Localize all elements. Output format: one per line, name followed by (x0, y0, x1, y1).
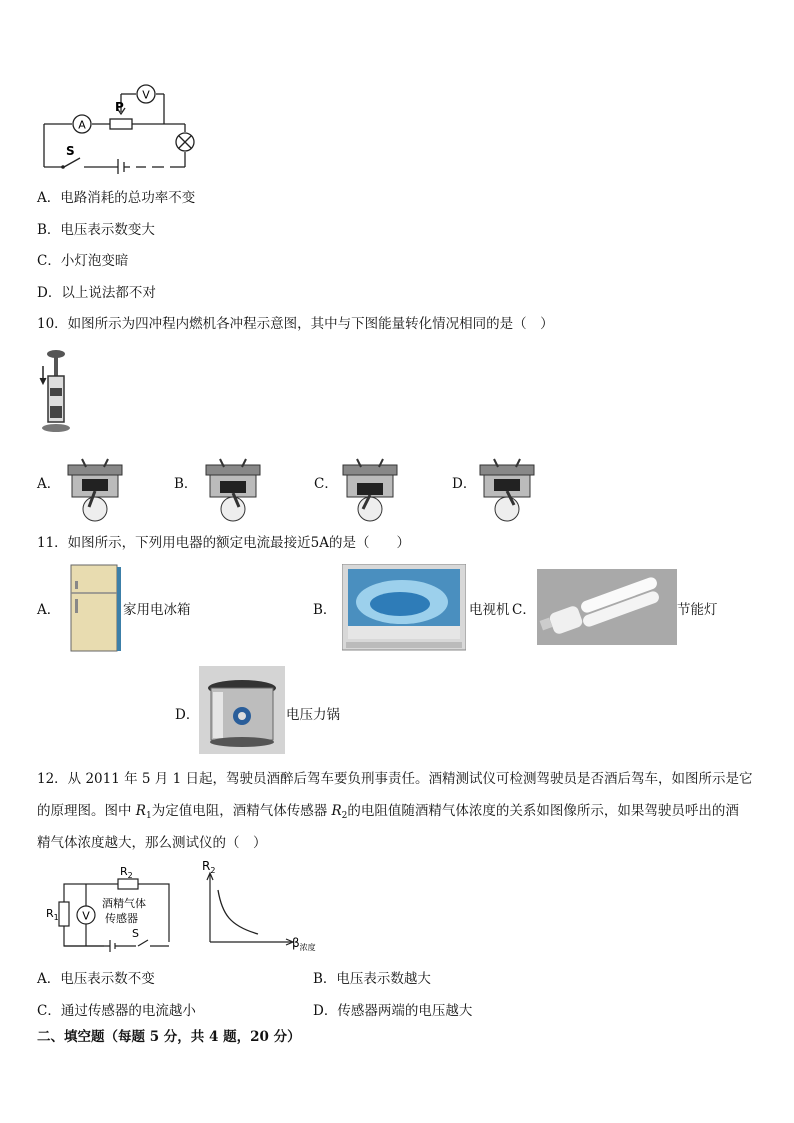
cfl-bulb-icon (537, 569, 677, 645)
q12-option-d: D．传感器两端的电压越大 (313, 1003, 473, 1019)
tv-icon (342, 564, 466, 654)
q12-voltmeter-label: V (82, 909, 90, 923)
q12-stem-line2-b: 为定值电阻，酒精气体传感器 (151, 803, 332, 819)
engine-d-icon (474, 457, 540, 523)
q9-option-b: B．电压表示数变大 (37, 222, 155, 238)
q12-stem-line2-a: 的原理图。图中 (37, 803, 136, 819)
q12-r2-label: $R_2$ (120, 865, 133, 880)
q10-option-c-label: C． (314, 476, 338, 492)
q9-circuit-diagram (40, 84, 210, 174)
fridge-image (67, 563, 121, 653)
sensor-label-line2: 传感器 (105, 912, 138, 925)
q12-stem-line2 (37, 799, 739, 821)
engine-stroke-b (200, 457, 266, 523)
sensor-label-line1: 酒精气体 (102, 897, 146, 910)
q9-option-d: D．以上说法都不对 (37, 285, 156, 301)
q11-option-d-label: D． (175, 707, 200, 723)
q12-r2-symbol: R (331, 803, 342, 819)
air-pump-icon (38, 348, 72, 434)
q12-stem-line2-c: 的电阻值随酒精气体浓度的关系如图像所示，如果驾驶员呼出的酒 (347, 803, 739, 819)
q11-option-d-name: 电压力锅 (286, 707, 340, 723)
engine-c-icon (337, 457, 403, 523)
engine-b-icon (200, 457, 266, 523)
q12-r2-subscript: 2 (341, 811, 348, 821)
q11-option-b-label: B． (313, 602, 337, 618)
q11-option-c-name: 节能灯 (677, 602, 718, 618)
graph-ylabel: $R_2$ (202, 859, 216, 875)
q12-circuit-svg (44, 860, 176, 952)
q12-stem-line3: 精气体浓度越大，那么测试仪的（ ） (37, 835, 267, 851)
q12-stem-line1: 12．从 2011 年 5 月 1 日起，驾驶员酒醉后驾车要负刑事责任。酒精测试仪可检测驾驶员是否酒后驾车，如图所示是它 (37, 771, 753, 787)
slider-label: P (115, 100, 124, 114)
graph-xlabel: $\beta_{浓度}$ (292, 936, 316, 952)
pressure-cooker-icon (199, 666, 285, 754)
q11-option-c-label: C． (512, 602, 536, 618)
air-pump-figure (38, 348, 72, 434)
q12-graph-svg (196, 856, 326, 952)
engine-stroke-c (337, 457, 403, 523)
q12-r1-label: $R_1$ (46, 907, 59, 922)
switch-label: S (66, 144, 75, 158)
tv-image (342, 564, 466, 654)
engine-stroke-a (62, 457, 128, 523)
ammeter-label: A (78, 118, 86, 132)
q9-circuit-svg (40, 84, 210, 174)
q10-option-d-label: D． (452, 476, 477, 492)
fridge-icon (67, 563, 121, 653)
q9-option-a: A．电路消耗的总功率不变 (37, 190, 196, 206)
section2-title: 二、填空题（每题 5 分，共 4 题，20 分） (37, 1029, 301, 1045)
q12-option-b: B．电压表示数越大 (313, 971, 431, 987)
q12-r1-symbol: R (135, 803, 146, 819)
q12-graph (196, 856, 326, 952)
q10-option-b-label: B． (174, 476, 198, 492)
q11-option-a-name: 家用电冰箱 (123, 602, 191, 618)
voltmeter-label: V (142, 88, 150, 102)
engine-a-icon (62, 457, 128, 523)
q10-stem: 10．如图所示为四冲程内燃机各冲程示意图，其中与下图能量转化情况相同的是（ ） (37, 316, 554, 332)
q12-r1-subscript: 1 (145, 811, 152, 821)
q10-option-a-label: A． (37, 476, 61, 492)
q11-option-a-label: A． (37, 602, 61, 618)
q9-option-c: C．小灯泡变暗 (37, 253, 129, 269)
engine-stroke-d (474, 457, 540, 523)
q12-option-a: A．电压表示数不变 (37, 971, 155, 987)
q12-option-c: C．通过传感器的电流越小 (37, 1003, 196, 1019)
q12-switch-label: S (132, 927, 139, 940)
q11-stem: 11．如图所示，下列用电器的额定电流最接近5A的是（ ） (37, 535, 411, 551)
pressure-cooker-image (199, 666, 285, 754)
resistance-concentration-curve (218, 890, 258, 934)
q12-circuit-diagram (44, 860, 176, 952)
q11-option-b-name: 电视机 (469, 602, 510, 618)
cfl-bulb-image (537, 569, 677, 645)
